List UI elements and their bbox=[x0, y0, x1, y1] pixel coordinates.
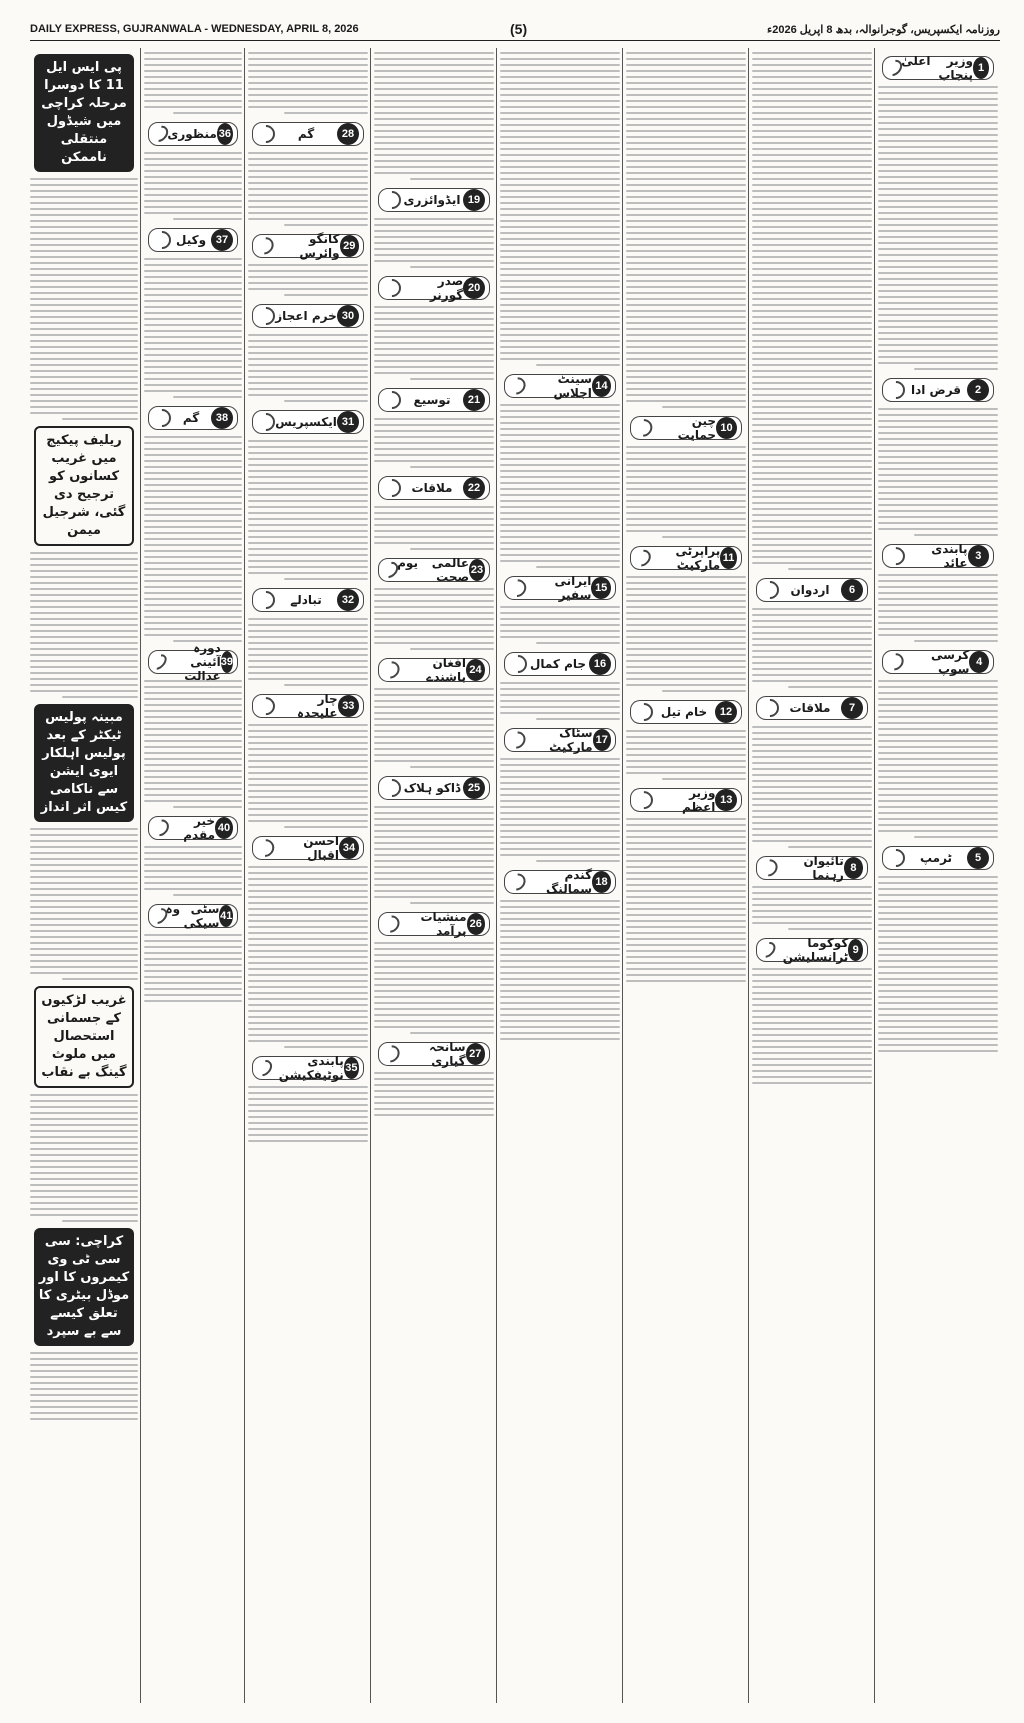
section-title: تبادلے bbox=[290, 593, 322, 607]
section-head bbox=[252, 304, 364, 328]
section-title: اردوان bbox=[790, 583, 830, 597]
section-number: 29 bbox=[340, 235, 359, 257]
section-number: 9 bbox=[848, 939, 863, 961]
section-head bbox=[378, 276, 490, 300]
section-title: وزیر اعظم bbox=[682, 786, 716, 814]
section-head bbox=[378, 188, 490, 212]
section-head bbox=[378, 388, 490, 412]
arc-icon bbox=[149, 123, 172, 146]
section-number: 40 bbox=[215, 817, 233, 839]
section-title: وکیل bbox=[175, 233, 207, 247]
section-number: 18 bbox=[592, 871, 611, 893]
section-head bbox=[378, 558, 490, 582]
section-title: پابندی عائد bbox=[931, 542, 968, 570]
section-head bbox=[882, 56, 994, 80]
section-title: دورہ آئینی عدالت bbox=[184, 641, 221, 683]
section-title: ٹرمپ bbox=[919, 851, 953, 865]
section-title: ملاقات bbox=[789, 701, 831, 715]
story-headline-box-2: غریب لڑکیوں کے جسمانی استحصال میں ملوث گینگ بے نقاب bbox=[34, 986, 134, 1088]
section-title: سانحہ گیاری bbox=[429, 1040, 466, 1068]
section-title: سینٹ اجلاس bbox=[553, 372, 592, 400]
section-title: جام کمال bbox=[529, 657, 587, 671]
column-4 bbox=[500, 48, 620, 1703]
section-number: 33 bbox=[338, 695, 359, 717]
section-number: 10 bbox=[716, 417, 737, 439]
section-head bbox=[378, 776, 490, 800]
section-number: 34 bbox=[339, 837, 359, 859]
section-title: صدر گورنر bbox=[429, 274, 464, 302]
column-8 bbox=[30, 48, 138, 1703]
masthead-english: DAILY EXPRESS, GUJRANWALA - WEDNESDAY, APRIL 8, 2026 bbox=[30, 23, 359, 35]
section-number: 36 bbox=[217, 123, 233, 145]
arc-icon bbox=[883, 377, 908, 402]
section-head bbox=[148, 228, 238, 252]
section-head bbox=[504, 576, 616, 600]
section-head bbox=[252, 234, 364, 258]
section-head bbox=[252, 836, 364, 860]
section-head bbox=[756, 696, 868, 720]
section-number: 20 bbox=[463, 277, 485, 299]
section-title: سٹاک مارکیٹ bbox=[549, 726, 593, 754]
lead-headline: پی ایس ایل 11 کا دوسرا مرحلہ کراچی میں شیڈول منتقلی ناممکن bbox=[34, 54, 134, 172]
page-number: (5) bbox=[510, 21, 528, 37]
section-head bbox=[378, 658, 490, 682]
section-title: تائیوان رہنما bbox=[803, 854, 844, 882]
section-number: 16 bbox=[589, 653, 611, 675]
section-head bbox=[882, 378, 994, 402]
section-head bbox=[630, 788, 742, 812]
arc-icon bbox=[505, 651, 530, 676]
column-6 bbox=[248, 48, 368, 1703]
section-number: 24 bbox=[466, 659, 485, 681]
arc-icon bbox=[379, 187, 404, 212]
arc-icon bbox=[757, 577, 782, 602]
section-title: منشیات برآمد bbox=[420, 910, 467, 938]
story-headline-banner: مبینہ پولیس ٹیکٹر کے بعد پولیس اہلکار ایوی ایشن سے ناکامی کیس اثر انداز bbox=[34, 704, 134, 822]
story-headline-banner-2: کراچی: سی سی ٹی وی کیمروں کا اور موڈل بیٹری کا تعلق کیسے سے بے سپرد bbox=[34, 1228, 134, 1346]
section-title: کانگو وائرس bbox=[299, 232, 340, 260]
arc-icon bbox=[379, 475, 404, 500]
section-head bbox=[882, 846, 994, 870]
arc-icon bbox=[883, 845, 908, 870]
arc-icon bbox=[253, 303, 278, 328]
arc-icon bbox=[631, 699, 656, 724]
section-title: کرسی سوپ bbox=[931, 648, 970, 676]
section-number: 30 bbox=[337, 305, 359, 327]
section-number: 15 bbox=[591, 577, 611, 599]
section-title: توسیع bbox=[413, 393, 451, 407]
arc-icon bbox=[149, 227, 174, 252]
section-title: خیر مقدم bbox=[183, 814, 216, 842]
section-number: 11 bbox=[720, 547, 737, 569]
section-title: پابندی نوٹیفکیشن bbox=[278, 1054, 344, 1082]
section-head bbox=[630, 546, 742, 570]
section-number: 23 bbox=[469, 559, 485, 581]
section-head bbox=[148, 904, 238, 928]
section-number: 17 bbox=[593, 729, 611, 751]
section-head bbox=[148, 406, 238, 430]
section-head bbox=[882, 544, 994, 568]
section-head bbox=[252, 694, 364, 718]
section-head bbox=[504, 728, 616, 752]
column-1 bbox=[878, 48, 998, 1703]
section-title: خرم اعجاز bbox=[275, 309, 337, 323]
section-number: 32 bbox=[337, 589, 359, 611]
section-number: 21 bbox=[463, 389, 485, 411]
section-title: منظوری bbox=[167, 127, 217, 141]
section-title: وزیر اعلیٰ پنجاب bbox=[901, 54, 973, 82]
section-head bbox=[378, 912, 490, 936]
section-head bbox=[148, 641, 238, 683]
section-title: احسن اقبال bbox=[303, 834, 339, 862]
column-5 bbox=[374, 48, 494, 1703]
section-title: گم bbox=[182, 411, 200, 425]
section-title: قرض ادا bbox=[910, 383, 962, 397]
section-number: 41 bbox=[219, 905, 233, 927]
section-head bbox=[882, 650, 994, 674]
column-3 bbox=[626, 48, 746, 1703]
section-title: ایکسپریس bbox=[275, 415, 337, 429]
section-head bbox=[756, 856, 868, 880]
section-head bbox=[252, 122, 364, 146]
section-number: 26 bbox=[467, 913, 485, 935]
section-title: گم bbox=[297, 127, 315, 141]
section-number: 6 bbox=[841, 579, 863, 601]
column-2 bbox=[752, 48, 872, 1703]
section-title: افغان باشندے bbox=[426, 656, 466, 684]
section-number: 25 bbox=[463, 777, 485, 799]
section-number: 8 bbox=[844, 857, 863, 879]
section-number: 14 bbox=[592, 375, 611, 397]
arc-icon bbox=[379, 775, 404, 800]
section-head bbox=[252, 410, 364, 434]
section-head bbox=[630, 700, 742, 724]
section-head bbox=[756, 578, 868, 602]
section-number: 19 bbox=[463, 189, 485, 211]
section-number: 39 bbox=[221, 651, 233, 673]
section-number: 1 bbox=[973, 57, 989, 79]
masthead bbox=[30, 20, 1000, 41]
section-number: 38 bbox=[211, 407, 233, 429]
section-number: 5 bbox=[967, 847, 989, 869]
section-head bbox=[148, 122, 238, 146]
section-head bbox=[252, 588, 364, 612]
section-number: 31 bbox=[337, 411, 359, 433]
section-title: ایرانی سفیر bbox=[554, 574, 592, 602]
arc-icon bbox=[253, 409, 278, 434]
section-title: کوکوما ٹرانسلیشن bbox=[782, 936, 849, 964]
section-title: ملاقات bbox=[411, 481, 453, 495]
section-number: 7 bbox=[841, 697, 863, 719]
section-head bbox=[504, 870, 616, 894]
section-number: 12 bbox=[715, 701, 737, 723]
section-head bbox=[252, 1056, 364, 1080]
section-number: 4 bbox=[969, 651, 989, 673]
section-head bbox=[756, 938, 868, 962]
section-number: 13 bbox=[715, 789, 737, 811]
section-title: سٹی وہ سیکی bbox=[165, 902, 220, 930]
arc-icon bbox=[149, 405, 174, 430]
arc-icon bbox=[379, 387, 404, 412]
section-title: عالمی یوم صحت bbox=[397, 556, 470, 584]
section-number: 28 bbox=[337, 123, 359, 145]
section-head bbox=[630, 416, 742, 440]
section-title: گندم سمالنگ bbox=[546, 868, 593, 896]
column-7 bbox=[144, 48, 242, 1703]
section-head bbox=[504, 652, 616, 676]
section-number: 3 bbox=[968, 545, 989, 567]
section-title: چار علیحدہ bbox=[297, 692, 338, 720]
section-title: چین حمایت bbox=[677, 414, 717, 442]
arc-icon bbox=[253, 587, 278, 612]
section-head bbox=[504, 374, 616, 398]
story-headline-box: ریلیف پیکیج میں غریب کسانوں کو ترجیح دی گئی، شرجیل میمن bbox=[34, 426, 134, 546]
masthead-urdu: روزنامہ ایکسپریس، گوجرانوالہ، بدھ 8 اپریل 2026ء bbox=[767, 24, 1000, 36]
section-title: ڈاکو ہلاک bbox=[403, 781, 461, 795]
section-number: 22 bbox=[463, 477, 485, 499]
section-number: 27 bbox=[466, 1043, 485, 1065]
section-number: 37 bbox=[211, 229, 233, 251]
section-title: خام تیل bbox=[660, 705, 708, 719]
section-head bbox=[378, 476, 490, 500]
section-title: پراپرٹی مارکیٹ bbox=[675, 544, 721, 572]
section-number: 35 bbox=[344, 1057, 359, 1079]
section-number: 2 bbox=[967, 379, 989, 401]
section-title: ایڈوائزری bbox=[403, 193, 461, 207]
arc-icon bbox=[253, 121, 278, 146]
arc-icon bbox=[757, 695, 782, 720]
section-head bbox=[378, 1042, 490, 1066]
section-head bbox=[148, 816, 238, 840]
